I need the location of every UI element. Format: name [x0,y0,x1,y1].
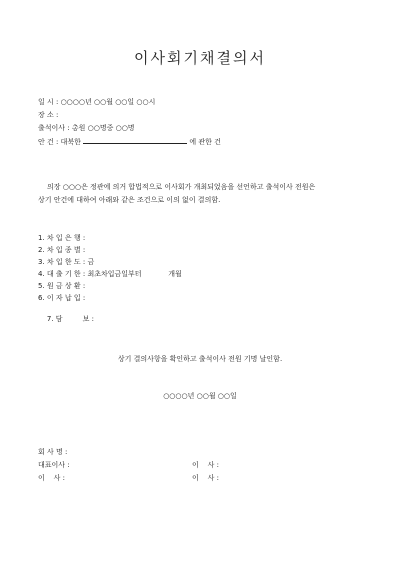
item-4 [38,270,182,279]
item-2 [38,246,85,255]
place-label: 장 소 : [38,111,59,119]
director-label-right-2: 이 사 : [192,474,220,482]
item-label: 4. 대 출 기 한 : [38,270,86,278]
date-value: ○○○○년 ○○월 ○○일 ○○시 [60,98,156,106]
item-7 [38,306,94,342]
agenda-label: 안 건 : [38,138,59,146]
attendance-row [38,124,135,133]
attendance-value: 총원 ○○명중 ○○명 [71,124,135,132]
place-row [38,111,58,120]
agenda-prefix: 대북한 [60,138,81,146]
signing-date: ○○○○년 ○○월 ○○일 [163,392,237,400]
item-3 [38,258,94,267]
company-name-label: 회 사 명 : [38,448,68,456]
item-label: 2. 차 입 종 별 : [38,246,86,254]
item-6 [38,294,85,303]
confirmation-text: 상기 결의사항을 확인하고 출석이사 전원 기명 날인함. [117,355,283,363]
item-label: 5. 원 금 상 환 : [38,282,86,290]
item-label: 6. 이 자 납 입 : [38,294,86,302]
attendance-label: 출석이사 : [38,124,70,132]
director-label-left: 이 사 : [38,474,66,482]
item-1 [38,234,85,243]
document-title: 이사회기채결의서 [134,49,266,67]
item-label: 3. 차 입 한 도 : [38,258,86,266]
body-line-2: 상기 안건에 대하여 아래와 같은 조건으로 이의 없이 결의함. [38,196,221,204]
body-line-1: 의장 ○○○은 정관에 의거 합법적으로 이사회가 개최되었음을 선언하고 출석이사 전원은 [47,183,316,191]
agenda-blank-line [83,137,187,144]
ceo-label: 대표이사 : [38,461,70,469]
director-label-right-1: 이 사 : [192,461,220,469]
item-label: 1. 차 입 은 행 : [38,234,86,242]
item-5 [38,282,85,291]
agenda-suffix: 에 관한 건 [189,138,221,146]
agenda-row [38,137,221,147]
item-value: 금 [87,258,95,266]
date-label: 일 시 : [38,98,59,106]
item-label: 7. 담 보 : [46,315,94,323]
date-row [38,98,155,107]
item-value: 최초차입금일부터 개월 [87,270,182,278]
